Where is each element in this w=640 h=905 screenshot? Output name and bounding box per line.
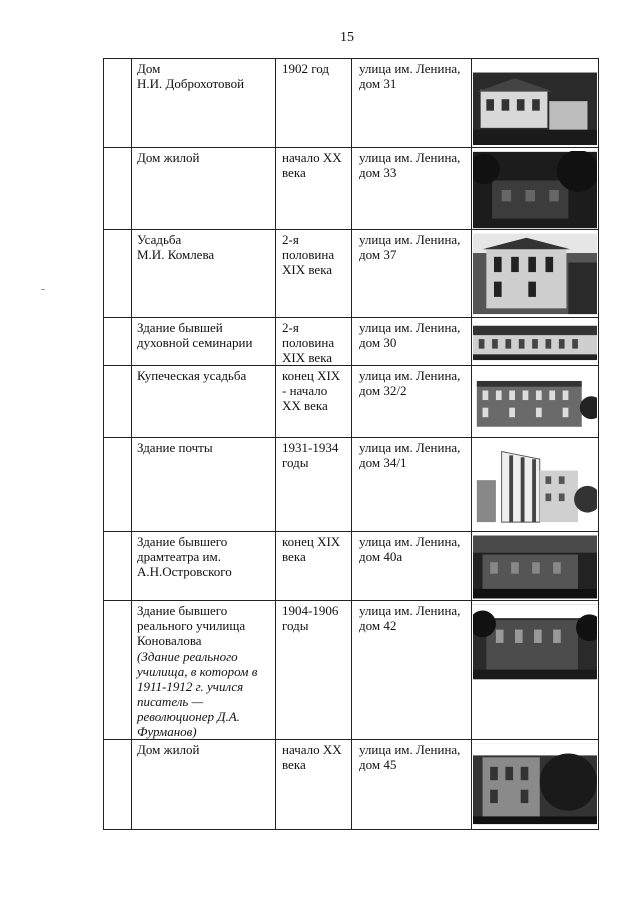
address-cell: улица им. Ленина, дом 32/2: [352, 366, 472, 438]
row-number-cell: [104, 438, 132, 532]
photo-cell: [472, 59, 599, 148]
address-cell: улица им. Ленина, дом 37: [352, 230, 472, 318]
row-number-cell: [104, 601, 132, 740]
address-cell: улица им. Ленина, дом 45: [352, 740, 472, 830]
date-cell: 1931-1934 годы: [276, 438, 352, 532]
building-photo: [473, 151, 597, 229]
table-row: [104, 532, 599, 601]
building-name-cell: Здание бывшей духовной семинарии: [132, 318, 276, 366]
address-cell: улица им. Ленина, дом 34/1: [352, 438, 472, 532]
building-name-cell: Здание бывшего реального училища Коновалова (Здание реального училища, в котором в 1911-1912 г. учился писатель — революционер Д.А. Фурманов): [132, 601, 276, 740]
photo-cell: [472, 366, 599, 438]
photo-cell: [472, 438, 599, 532]
photo-cell: [472, 740, 599, 830]
building-photo: [473, 321, 597, 361]
building-photo: [473, 62, 597, 146]
row-number-cell: [104, 318, 132, 366]
building-name-cell: Усадьба М.И. Комлева: [132, 230, 276, 318]
monuments-table: [103, 58, 599, 830]
building-name-cell: Дом жилой: [132, 148, 276, 230]
photo-cell: [472, 148, 599, 230]
table-row: [104, 601, 599, 740]
building-name-cell: Здание почты: [132, 438, 276, 532]
table-row: [104, 318, 599, 366]
address-cell: улица им. Ленина, дом 33: [352, 148, 472, 230]
photo-cell: [472, 318, 599, 366]
building-name-cell: Купеческая усадьба: [132, 366, 276, 438]
date-cell: 2-я половина XIX века: [276, 318, 352, 366]
address-cell: улица им. Ленина, дом 30: [352, 318, 472, 366]
date-cell: 2-я половина XIX века: [276, 230, 352, 318]
photo-cell: [472, 601, 599, 740]
table-row: [104, 438, 599, 532]
photo-cell: [472, 230, 599, 318]
address-cell: улица им. Ленина, дом 40а: [352, 532, 472, 601]
date-cell: конец XIX - начало XX века: [276, 366, 352, 438]
row-number-cell: [104, 230, 132, 318]
historical-note: (Здание реального училища, в котором в 1911-1912 г. учился писатель — революционер Д.А. Фурманов): [137, 649, 258, 739]
page-number: 15: [340, 30, 354, 45]
row-number-cell: [104, 59, 132, 148]
row-number-cell: [104, 148, 132, 230]
date-cell: конец XIX века: [276, 532, 352, 601]
row-number-cell: [104, 532, 132, 601]
building-photo: [473, 441, 597, 525]
table-row: [104, 59, 599, 148]
date-cell: начало XX века: [276, 148, 352, 230]
table-row: [104, 740, 599, 830]
table-row: [104, 230, 599, 318]
row-number-cell: [104, 740, 132, 830]
building-name-cell: Дом Н.И. Доброхотовой: [132, 59, 276, 148]
date-cell: начало XX века: [276, 740, 352, 830]
address-cell: улица им. Ленина, дом 31: [352, 59, 472, 148]
row-number-cell: [104, 366, 132, 438]
date-cell: 1902 год: [276, 59, 352, 148]
margin-mark: [41, 289, 45, 290]
date-cell: 1904-1906 годы: [276, 601, 352, 740]
table-row: [104, 366, 599, 438]
building-photo: [473, 233, 597, 315]
table-row: [104, 148, 599, 230]
building-photo: [473, 604, 597, 680]
building-photo: [473, 535, 597, 599]
building-photo: [473, 369, 597, 433]
address-cell: улица им. Ленина, дом 42: [352, 601, 472, 740]
photo-cell: [472, 532, 599, 601]
building-photo: [473, 743, 597, 825]
building-name-cell: Дом жилой: [132, 740, 276, 830]
building-name-cell: Здание бывшего драмтеатра им. А.Н.Островского: [132, 532, 276, 601]
